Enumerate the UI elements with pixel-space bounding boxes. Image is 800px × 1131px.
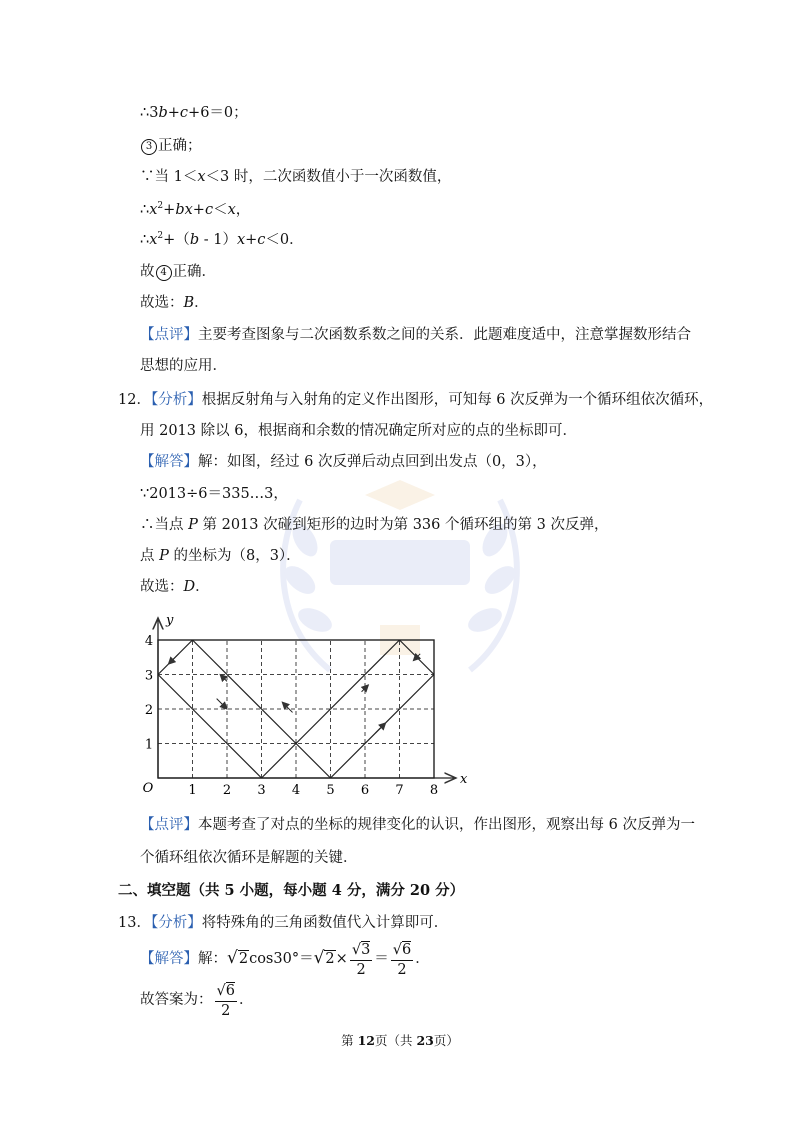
section-heading: 二、填空题（共 5 小题，每小题 4 分，满分 20 分） bbox=[118, 882, 465, 899]
circled-number: 3 bbox=[141, 139, 157, 155]
q12-choice-line: 故选：D． bbox=[140, 579, 210, 595]
analysis-tag: 【分析】 bbox=[150, 915, 202, 931]
direction-arrow bbox=[220, 675, 227, 682]
q12-analysis-line-1: 12．【分析】根据反射角与入射角的定义作出图形，可知每 6 次反弹为一个循环组依次循环， bbox=[118, 392, 714, 408]
q12-answer-line-4: 点 P 的坐标为（8，3）． bbox=[140, 548, 301, 564]
q12-analysis-line-2: 用 2013 除以 6，根据商和余数的情况确定所对应的点的坐标即可． bbox=[140, 423, 577, 439]
sqrt-expression: √2 bbox=[313, 948, 335, 968]
fraction-sqrt6-over-2: $\frac{√6}{2}$ bbox=[216, 982, 235, 1019]
step-line-3: ∵当 1＜x＜3 时，二次函数值小于一次函数值， bbox=[140, 169, 452, 185]
reflection-path-segment bbox=[296, 744, 331, 779]
step-line-7: 故选：B． bbox=[140, 295, 209, 311]
y-tick-label: 2 bbox=[144, 703, 154, 718]
step-line-4: $\therefore x^2+bx+c<x$， bbox=[140, 201, 251, 218]
x-tick-label: 8 bbox=[429, 783, 439, 798]
comment-tag: 【点评】 bbox=[140, 817, 198, 833]
origin-label: O bbox=[142, 781, 154, 796]
y-tick-label: 1 bbox=[144, 737, 154, 753]
y-tick-label: 3 bbox=[144, 668, 154, 684]
direction-arrow bbox=[282, 702, 292, 712]
direction-arrow bbox=[375, 723, 385, 733]
q12-answer-line-3: ∴当点 P 第 2013 次碰到矩形的边时为第 336 个循环组的第 3 次反弹， bbox=[140, 517, 609, 533]
q13-answer-line: 【解答】解：√2cos30°＝√2× $\frac{√3}{2}$ ＝ $\frac{√6}{2}$ ． bbox=[140, 938, 430, 982]
reflection-path-segment bbox=[158, 675, 262, 779]
q12-answer-line-1: 【解答】解：如图，经过 6 次反弹后动点回到出发点（0，3）， bbox=[140, 454, 547, 470]
x-tick-label: 3 bbox=[257, 783, 266, 798]
q12-answer-line-2: ∵2013÷6＝335…3， bbox=[140, 486, 288, 502]
comment-line-2: 思想的应用． bbox=[140, 358, 227, 374]
reflection-path-segment bbox=[193, 640, 297, 744]
step-line-6: 故 4 正确． bbox=[140, 264, 216, 280]
q12-comment-line-1: 【点评】本题考查了对点的坐标的规律变化的认识，作出图形，观察出每 6 次反弹为一 bbox=[140, 817, 695, 833]
y-axis-label: y bbox=[166, 613, 174, 628]
x-tick-label: 7 bbox=[395, 783, 404, 798]
q13-analysis-line: 13．【分析】将特殊角的三角函数值代入计算即可． bbox=[118, 915, 449, 931]
page-footer: 第 12页（共 23页） bbox=[341, 1033, 459, 1048]
q13-final-answer-line: 故答案为： $\frac{√6}{2}$ ． bbox=[140, 982, 254, 1019]
x-tick-label: 1 bbox=[188, 783, 197, 798]
x-tick-label: 5 bbox=[326, 783, 335, 798]
q12-comment-line-2: 个循环组依次循环是解题的关键． bbox=[140, 850, 358, 866]
step-line-5: $\therefore x^2+(b - 1)x+c<0$． bbox=[140, 231, 304, 248]
x-axis-label: x bbox=[460, 772, 468, 787]
comment-tag: 【点评】 bbox=[140, 327, 198, 343]
circled-number: 4 bbox=[156, 265, 172, 281]
y-tick-label: 4 bbox=[144, 634, 154, 649]
step-line-1: ∴3b+c+6＝0； bbox=[140, 105, 248, 121]
fraction-sqrt6-over-2: $\frac{√6}{2}$ bbox=[392, 941, 412, 978]
step-line-2: 3 正确； bbox=[140, 136, 202, 156]
reflection-path-segment bbox=[296, 640, 400, 744]
fraction-sqrt3-over-2: $\frac{√3}{2}$ bbox=[351, 941, 371, 978]
direction-arrow bbox=[217, 699, 227, 709]
answer-tag: 【解答】 bbox=[140, 454, 198, 470]
reflection-path-segment bbox=[262, 744, 297, 779]
sqrt-expression: √2 bbox=[227, 948, 249, 968]
comment-line-1: 【点评】主要考查图象与二次函数系数之间的关系．此题难度适中，注意掌握数形结合 bbox=[140, 327, 691, 343]
x-tick-label: 6 bbox=[360, 783, 370, 798]
x-tick-label: 4 bbox=[291, 783, 301, 798]
reflection-graph bbox=[140, 600, 480, 800]
x-tick-label: 2 bbox=[222, 783, 232, 798]
analysis-tag: 【分析】 bbox=[150, 392, 202, 408]
answer-tag: 【解答】 bbox=[140, 951, 198, 967]
direction-arrow bbox=[168, 654, 178, 664]
